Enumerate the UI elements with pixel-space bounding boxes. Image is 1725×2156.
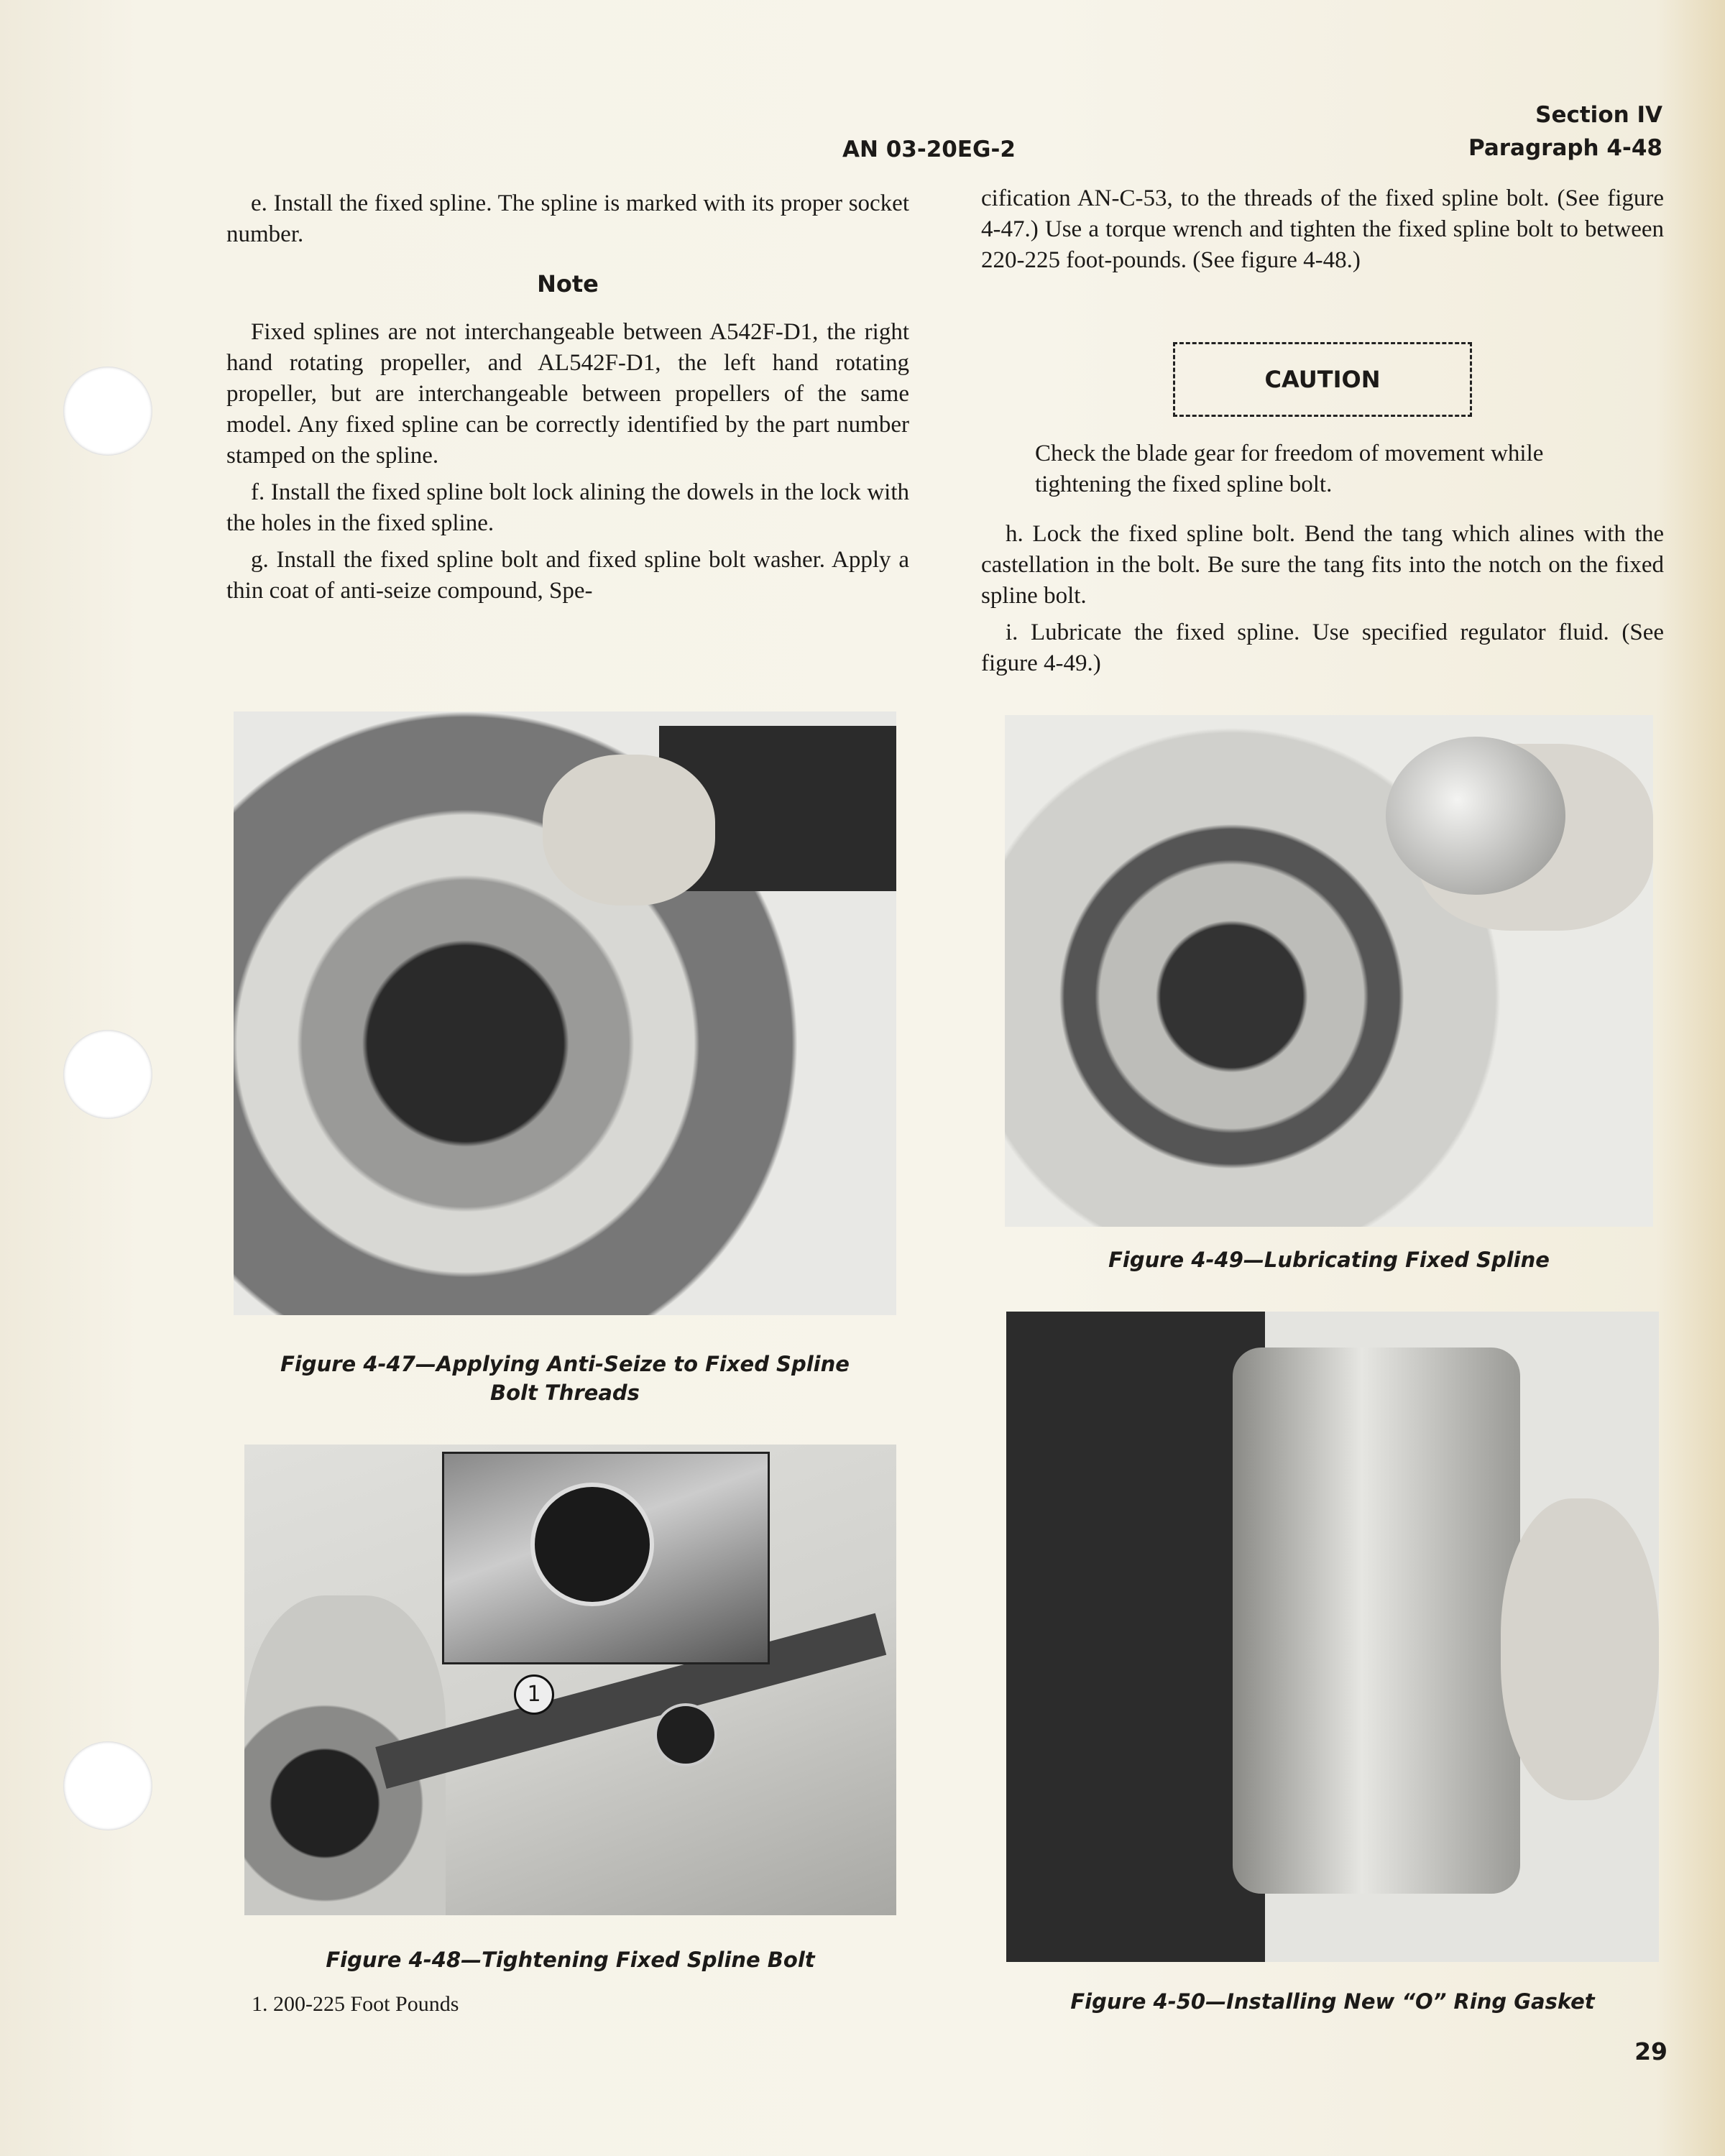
punch-hole: [63, 367, 152, 456]
section-label: Section IV: [1535, 102, 1662, 128]
paragraph-g-continued: cification AN-C-53, to the threads of the fixed spline bolt. (See figure 4-47.) Use a torque wrench and tighten the fixed spline bolt to between 220-225 foot-pounds. (See figure 4-48.): [981, 185, 1664, 273]
oil-can-shape: [1386, 737, 1565, 895]
left-column: [226, 188, 909, 612]
figure-4-49-caption: Figure 4-49—Lubricating Fixed Spline: [1108, 1248, 1550, 1272]
figure-4-49-photo: [1005, 715, 1653, 1227]
page-number: 29: [1634, 2037, 1668, 2065]
caption-line: Figure 4-47—Applying Anti-Seize to Fixed Spline: [280, 1352, 850, 1376]
note-body: Fixed splines are not interchangeable between A542F-D1, the right hand rotating propeller, and AL542F-D1, the left hand rotating propeller, but are interchangeable between propellers of the same model. Any fixed spline can be correctly identified by the part number stamped on the spline.: [226, 319, 909, 469]
right-column: [981, 183, 1664, 282]
caption-line: Bolt Threads: [490, 1381, 640, 1405]
figure-4-47-caption: [234, 1350, 896, 1407]
punch-hole: [63, 1030, 152, 1119]
figure-4-48-legend: 1. 200-225 Foot Pounds: [252, 1992, 459, 2016]
paragraph-e: e. Install the fixed spline. The spline is marked with its proper socket number.: [226, 190, 909, 247]
figure-4-47-photo: [234, 711, 896, 1315]
paragraph-h: h. Lock the fixed spline bolt. Bend the tang which alines with the castellation in the bolt. Be sure the tang fits into the notch on the fixed spline bolt.: [981, 521, 1664, 609]
figure-4-48-caption: Figure 4-48—Tightening Fixed Spline Bolt: [326, 1948, 815, 1972]
document-number: AN 03-20EG-2: [842, 137, 1016, 162]
figure-4-50-photo: [1006, 1312, 1659, 1962]
sleeve-shape: [1006, 1312, 1265, 1962]
right-column-lower: [981, 438, 1664, 685]
figure-4-50-caption: Figure 4-50—Installing New “O” Ring Gasket: [1070, 1989, 1595, 2014]
dial-gauge-shape: [654, 1703, 717, 1766]
punch-hole: [63, 1741, 152, 1830]
inset-detail: [442, 1452, 770, 1664]
caution-body: Check the blade gear for freedom of movement while tightening the fixed spline bolt.: [1035, 441, 1544, 497]
paragraph-f: f. Install the fixed spline bolt lock alining the dowels in the lock with the holes in the fixed spline.: [226, 479, 909, 536]
caution-box: CAUTION: [1173, 342, 1472, 417]
note-title: Note: [537, 270, 599, 298]
figure-4-48-photo: [244, 1445, 896, 1915]
hand-shape: [1501, 1498, 1659, 1800]
paragraph-label: Paragraph 4-48: [1468, 135, 1662, 161]
cylinder-shape: [1233, 1348, 1520, 1894]
hand-shape: [543, 755, 715, 906]
gauge-dial-icon: [530, 1483, 654, 1606]
callout-1: 1: [514, 1674, 554, 1715]
paragraph-i: i. Lubricate the fixed spline. Use specified regulator fluid. (See figure 4-49.): [981, 619, 1664, 676]
paragraph-g: g. Install the fixed spline bolt and fixed spline bolt washer. Apply a thin coat of anti-seize compound, Spe-: [226, 547, 909, 604]
